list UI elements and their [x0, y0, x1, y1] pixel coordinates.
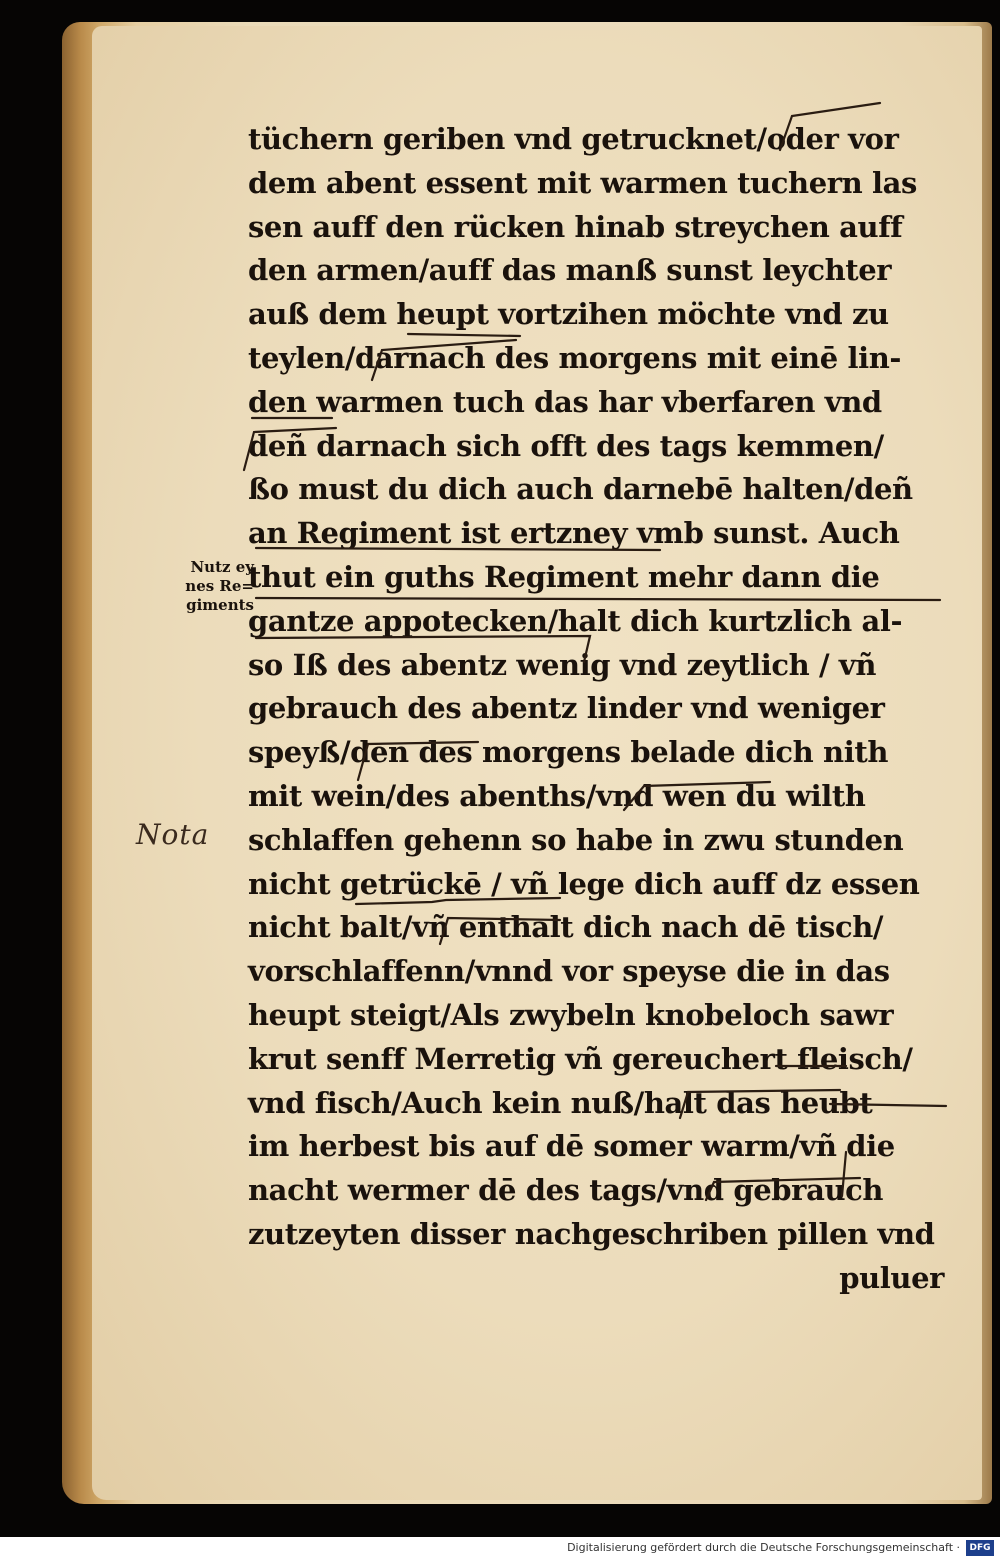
text-line-12: gantze appotecken/halt dich kurtzlich al-: [248, 603, 903, 638]
text-line-24: im herbest bis auf dē somer warm/vñ die: [248, 1129, 895, 1164]
text-line-16: mit wein/des abenths/vnd wen du wilth: [248, 778, 866, 813]
marginal-note-line-2: nes Re=: [185, 577, 254, 595]
text-line-3: sen auff den rücken hinab streychen auff: [248, 209, 903, 244]
marginal-note-line-3: giments: [186, 596, 254, 614]
text-line-25: nacht wermer dē des tags/vnd gebrauch: [248, 1173, 884, 1208]
text-line-26: zutzeyten disser nachgeschriben pillen vnd: [248, 1216, 935, 1251]
text-line-1: tüchern geriben vnd getrucknet/oder vor: [248, 122, 899, 156]
text-line-14: gebrauch des abentz linder vnd weniger: [248, 691, 885, 726]
footer-credit: Digitalisierung gefördert durch die Deutsche Forschungsgemeinschaft ·: [567, 1541, 960, 1554]
text-line-8: deñ darnach sich offt des tags kemmen/: [248, 428, 884, 463]
text-line-15: speyß/den des morgens belade dich nith: [248, 735, 889, 770]
text-line-19: nicht balt/vñ enthalt dich nach dē tisch/: [248, 910, 884, 945]
text-line-17: schlaffen gehenn so habe in zwu stunden: [248, 822, 904, 857]
text-line-22: krut senff Merretig vñ gereuchert fleisch/: [248, 1041, 913, 1076]
text-line-20: vorschlaffenn/vnnd vor speyse die in das: [248, 954, 890, 989]
dfg-logo: DFG: [966, 1540, 994, 1556]
text-line-21: heupt steigt/Als zwybeln knobeloch sawr: [248, 997, 894, 1032]
text-line-13: so Iß des abentz wenig vnd zeytlich / vñ: [248, 647, 877, 682]
text-line-5: auß dem heupt vortzihen möchte vnd zu: [248, 297, 889, 332]
text-line-18: nicht getrückē / vñ lege dich auff dz essen: [248, 866, 920, 901]
footer-bar: [0, 1537, 1000, 1561]
marginal-note: [146, 558, 254, 615]
handwritten-nota: Nota: [136, 818, 210, 851]
marginal-note-line-1: Nutz ey: [190, 558, 254, 576]
text-line-7: den warmen tuch das har vberfaren vnd: [248, 384, 882, 419]
text-line-9: ßo must du dich auch darnebē halten/deñ: [248, 472, 913, 507]
page-text: [248, 118, 958, 1301]
text-line-10: an Regiment ist ertzney vmb sunst. Auch: [248, 516, 900, 551]
text-line-2: dem abent essent mit warmen tuchern las: [248, 165, 917, 200]
text-line-11: thut ein guths Regiment mehr dann die: [248, 559, 880, 594]
text-line-6: teylen/darnach des morgens mit einē lin-: [248, 340, 902, 375]
catchword: puluer: [839, 1260, 944, 1295]
text-line-4: den armen/auff das manß sunst leychter: [248, 253, 892, 288]
text-line-23: vnd fisch/Auch kein nuß/halt das heubt: [248, 1085, 873, 1120]
